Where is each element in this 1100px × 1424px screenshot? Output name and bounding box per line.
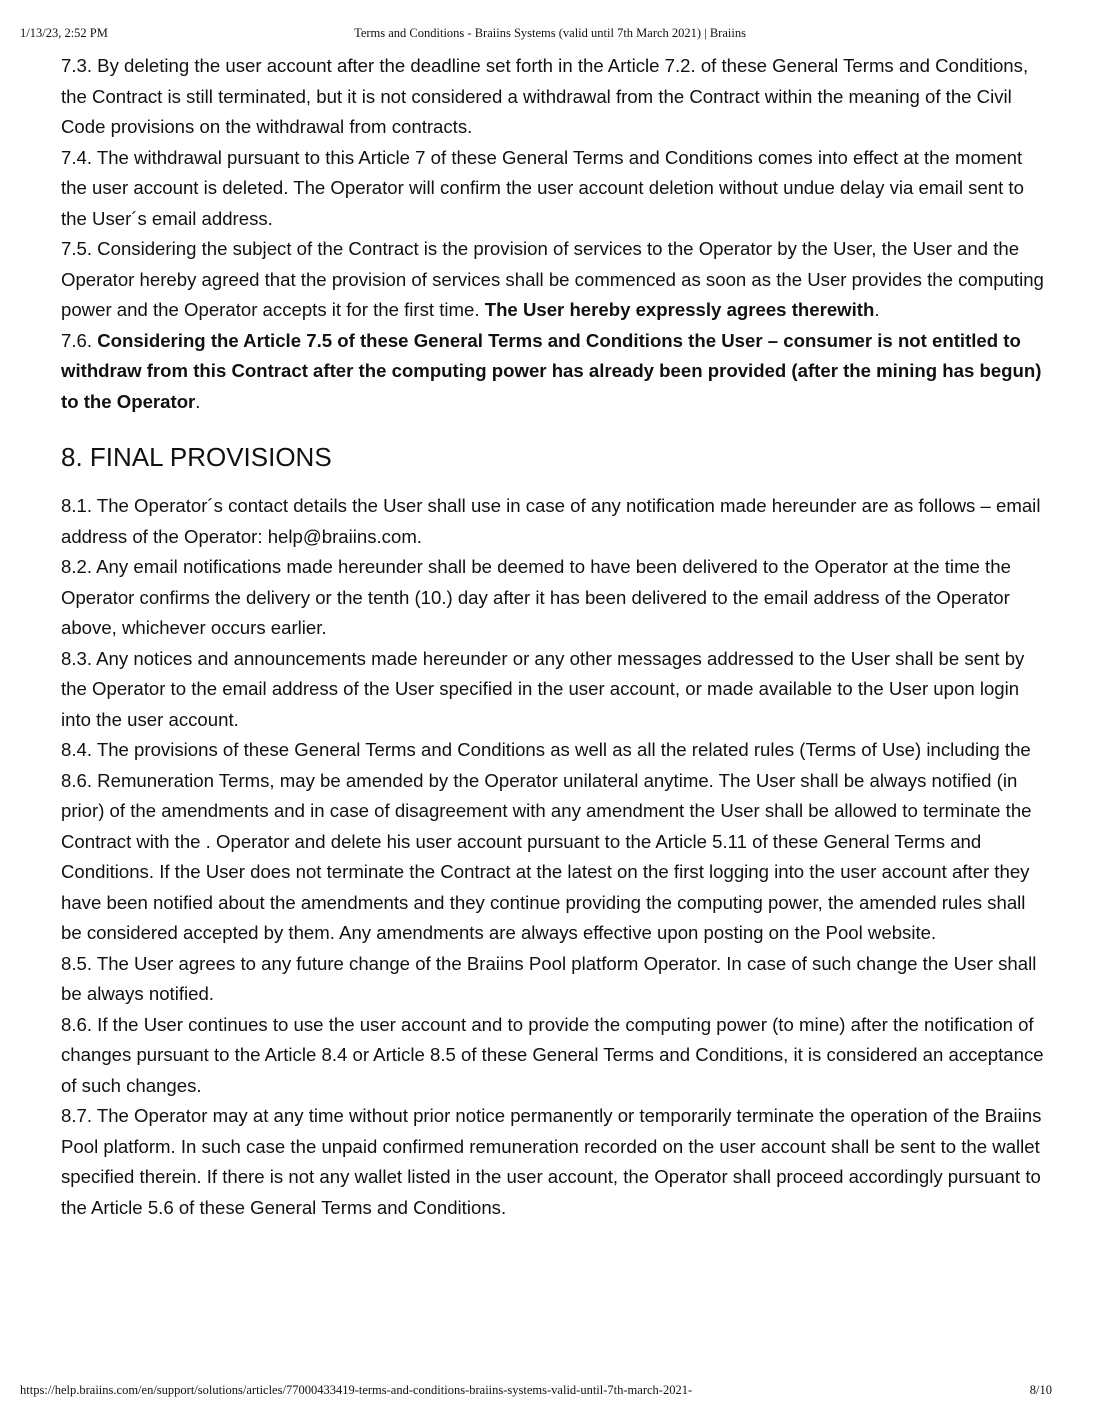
document-body [61, 51, 1051, 1223]
paragraph-8-1: 8.1. The Operator´s contact details the User shall use in case of any notification made hereunder are as follows – email address of the Operator: help@braiins.com. [61, 495, 1041, 547]
print-header-title: Terms and Conditions - Braiins Systems (valid until 7th March 2021) | Braiins [354, 26, 746, 40]
paragraph-8-5: 8.5. The User agrees to any future change of the Braiins Pool platform Operator. In case of such change the User shall be always notified. [61, 952, 1037, 1004]
section-title-final-provisions: 8. FINAL PROVISIONS [61, 442, 332, 472]
paragraph-7-5-end: . [874, 299, 880, 320]
paragraph-8-4: 8.4. The provisions of these General Terms and Conditions as well as all the related rules (Terms of Use) including the 8.6. Remuneration Terms, may be amended by the Operator unilateral anytime. The User shall be always notified (in prior) of the amendments and in case of disagreement with any amendment the User shall be allowed to terminate the Contract with the . Operator and delete his user account pursuant to the Article 5.11 of these General Terms and Conditions. If the User does not terminate the Contract at the latest on the first logging into the user account after they have been notified about the amendments and they continue providing the computing power, the amended rules shall be considered accepted by them. Any amendments are always effective upon posting on the Pool website. [61, 739, 1032, 943]
paragraph-7-3: 7.3. By deleting the user account after the deadline set forth in the Article 7.2. of these General Terms and Conditions, the Contract is still terminated, but it is not considered a withdrawal from the Contract within the meaning of the Civil Code provisions on the withdrawal from contracts. [61, 55, 1029, 137]
paragraph-7-5 [61, 234, 1051, 326]
paragraph-8-7: 8.7. The Operator may at any time without prior notice permanently or temporarily terminate the operation of the Braiins Pool platform. In such case the unpaid confirmed remuneration recorded on the user account shall be sent to the wallet specified therein. If there is not any wallet listed in the user account, the Operator shall proceed accordingly pursuant to the Article 5.6 of these General Terms and Conditions. [61, 1105, 1042, 1218]
paragraph-7-4: 7.4. The withdrawal pursuant to this Article 7 of these General Terms and Conditions comes into effect at the moment the user account is deleted. The Operator will confirm the user account deletion without undue delay via email sent to the User´s email address. [61, 146, 1024, 229]
paragraph-8-6: 8.6. If the User continues to use the user account and to provide the computing power (to mine) after the notification of changes pursuant to the Article 8.4 or Article 8.5 of these General Terms and Conditions, it is considered an acceptance of such changes. [61, 1013, 1044, 1096]
print-footer-url: https://help.braiins.com/en/support/solutions/articles/77000433419-terms-and-conditions-braiins-systems-valid-until-7th-march-2021- [20, 1383, 693, 1397]
paragraph-7-6-number: 7.6. [61, 329, 98, 351]
print-footer-page-number: 8/10 [1029, 1383, 1052, 1397]
paragraph-8-3: 8.3. Any notices and announcements made hereunder or any other messages addressed to the User shall be sent by the Operator to the email address of the User specified in the user account, or made available to the User upon login into the user account. [61, 647, 1025, 730]
paragraph-7-6-bold: Considering the Article 7.5 of these General Terms and Conditions the User – consumer is not entitled to withdraw from this Contract after the computing power has already been provided (after the mining has begun) to the Operator [61, 329, 1042, 412]
paragraph-7-6-end: . [195, 390, 201, 412]
paragraph-7-6 [61, 326, 1051, 418]
paragraph-8-2: 8.2. Any email notifications made hereunder shall be deemed to have been delivered to the Operator at the time the Operator confirms the delivery or the tenth (10.) day after it has been delivered to the email address of the Operator above, whichever occurs earlier. [61, 556, 1011, 638]
paragraph-7-5-text: 7.5. Considering the subject of the Contract is the provision of services to the Operator by the User, the User and the Operator hereby agreed that the provision of services shall be commenced as soon as the User provides the computing power and the Operator accepts it for the first time. [61, 238, 1044, 320]
paragraph-7-5-bold: The User hereby expressly agrees therewith [484, 299, 875, 320]
print-header-datetime: 1/13/23, 2:52 PM [20, 26, 108, 40]
